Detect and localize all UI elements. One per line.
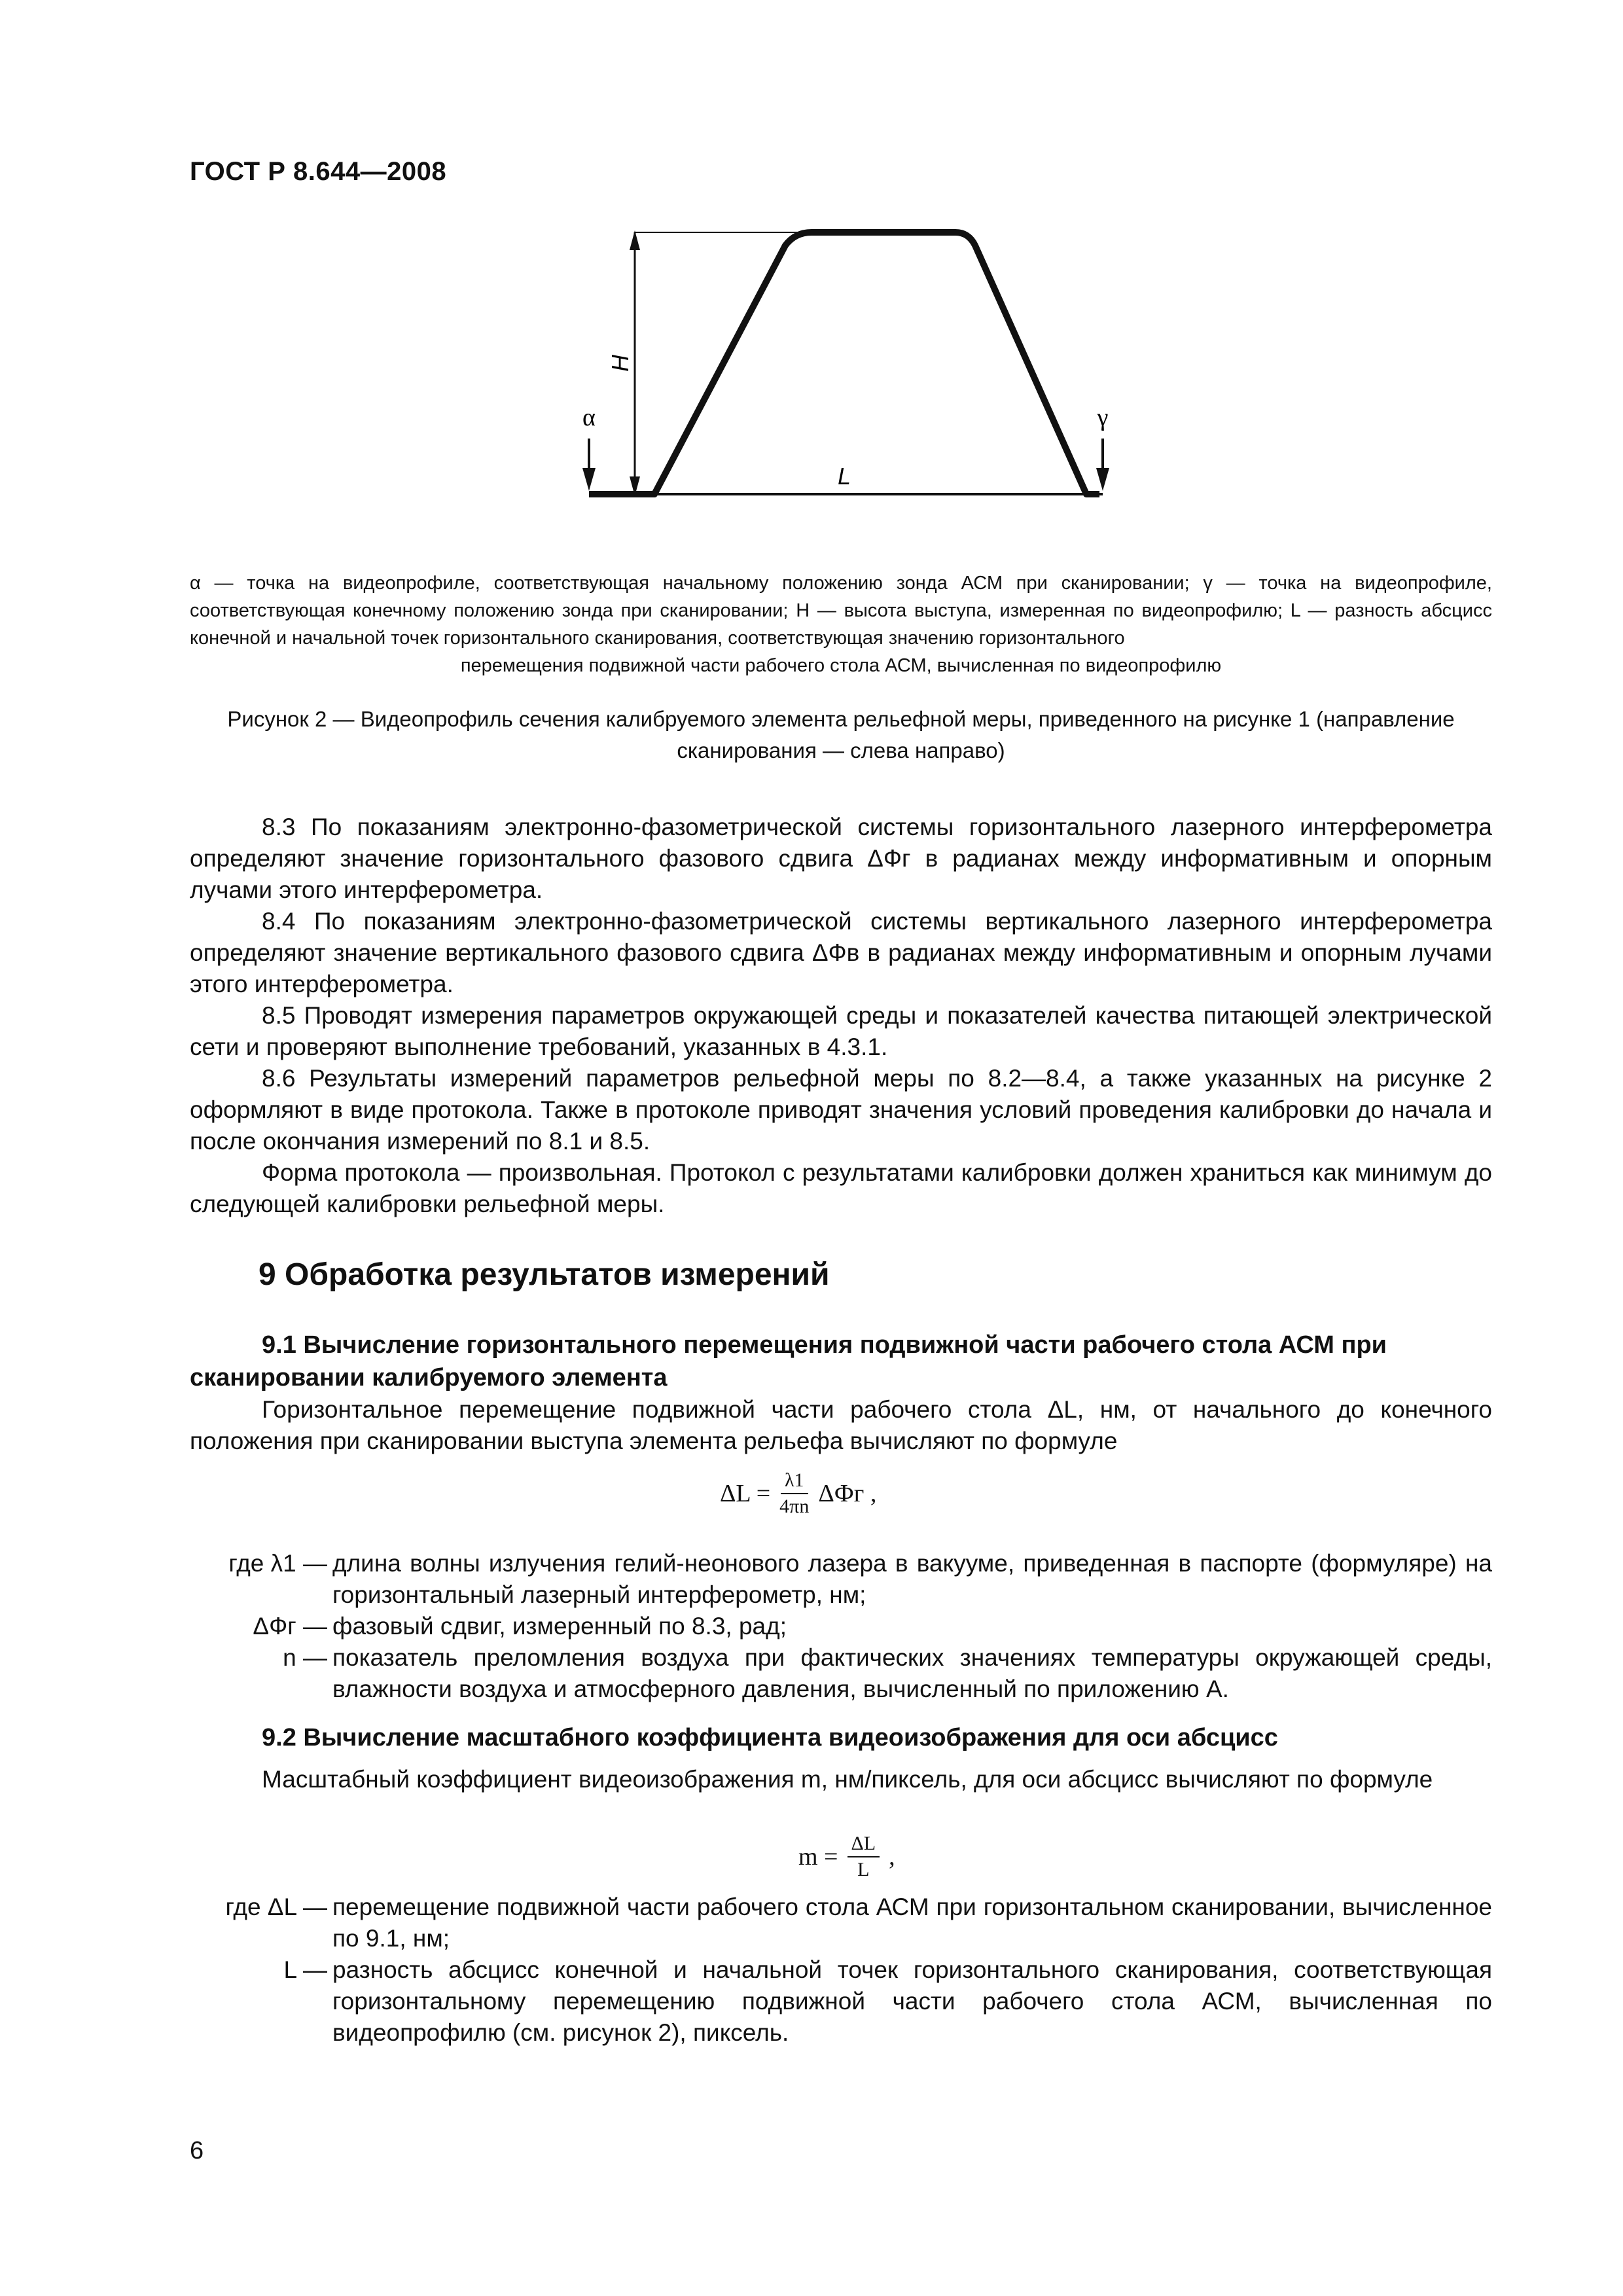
definition-row (190, 1892, 1492, 1954)
alpha-arrow-head (582, 468, 596, 491)
profile-figure (563, 216, 1152, 543)
figure-caption: Рисунок 2 — Видеопрофиль сечения калибруемого элемента рельефной меры, приведенного на рисунке 1 (направление сканирования — слева направо) (227, 707, 1455, 762)
label-alpha: α (582, 404, 596, 431)
page-number: 6 (190, 2137, 204, 2164)
definition-term: L — (283, 1956, 327, 1983)
gamma-arrow-head (1096, 468, 1109, 491)
figure-legend (190, 569, 1492, 679)
subsection-9-1-title: 9.1 Вычисление горизонтального перемещения подвижной части рабочего стола АСМ при сканировании калибруемого элемента (190, 1331, 1387, 1391)
definition-desc: длина волны излучения гелий-неонового лазера в вакууме, приведенная в паспорте (формуляре) на горизонтальный лазерный интерферометр, нм; (332, 1550, 1492, 1608)
definition-row (190, 1642, 1492, 1705)
formula2-fraction (847, 1833, 880, 1881)
formula-delta-L (720, 1469, 876, 1518)
formula1-denominator: 4πn (779, 1496, 810, 1517)
formula1-definitions (190, 1548, 1492, 1705)
definition-term: где λ1 — (228, 1550, 327, 1577)
formula1-lhs: ΔL = (720, 1480, 771, 1507)
definition-term: где ΔL — (225, 1893, 327, 1920)
section-9-title: 9 Обработка результатов измерений (259, 1257, 830, 1292)
formula2-numerator: ΔL (847, 1833, 880, 1857)
document-header: ГОСТ Р 8.644—2008 (190, 157, 447, 186)
paragraph-8-3: 8.3 По показаниям электронно-фазометрической системы горизонтального лазерного интерферометра определяют значение горизонтального фазового сдвига ΔФг в радианах между информативным и опорным лучами этого интерферометра. (190, 814, 1492, 903)
label-L: L (837, 463, 851, 490)
label-H: H (607, 355, 633, 372)
definition-row (190, 1954, 1492, 2049)
subsection-9-1-text: Горизонтальное перемещение подвижной части рабочего стола ΔL, нм, от начального до конечного положения при сканировании выступа элемента рельефа вычисляют по формуле (190, 1396, 1492, 1454)
body-paragraphs (190, 812, 1492, 1220)
definition-term: n — (283, 1644, 327, 1671)
definition-desc: фазовый сдвиг, измеренный по 8.3, рад; (332, 1613, 787, 1640)
definition-desc: перемещение подвижной части рабочего стола АСМ при горизонтальном сканировании, вычисленное по 9.1, нм; (332, 1893, 1492, 1952)
formula1-rhs: ΔФг , (818, 1480, 877, 1507)
paragraph-8-6: 8.6 Результаты измерений параметров рельефной меры по 8.2—8.4, а также указанных на рисунке 2 оформляют в виде протокола. Также в протоколе приводят значения условий проведения калибровки до начала и после окончания измерений по 8.1 и 8.5. (190, 1065, 1492, 1155)
subsection-9-2-text: Масштабный коэффициент видеоизображения m, нм/пиксель, для оси абсцисс вычисляют по формуле (262, 1766, 1433, 1793)
subsection-9-2-title: 9.2 Вычисление масштабного коэффициента видеоизображения для оси абсцисс (262, 1724, 1278, 1751)
paragraph-protocol-form: Форма протокола — произвольная. Протокол с результатами калибровки должен храниться как минимум до следующей калибровки рельефной меры. (190, 1159, 1492, 1217)
profile-line (589, 232, 1099, 494)
definition-desc: показатель преломления воздуха при фактических значениях температуры окружающей среды, влажности воздуха и атмосферного давления, вычисленный по приложению А. (332, 1644, 1492, 1702)
figure-legend-last-line: перемещения подвижной части рабочего стола АСМ, вычисленная по видеопрофилю (460, 655, 1222, 676)
label-gamma: γ (1097, 404, 1109, 431)
figure-legend-text: α — точка на видеопрофиле, соответствующая начальному положению зонда АСМ при сканировании; γ — точка на видеопрофиле, соответствующая конечному положению зонда при сканировании; H — высота выступа, измеренная по видеопрофилю; L — разность абсцисс конечной и начальной точек горизонтального сканирования, соответствующая значению горизонтального (190, 573, 1492, 649)
formula2-lhs: m = (798, 1843, 838, 1871)
paragraph-8-5: 8.5 Проводят измерения параметров окружающей среды и показателей качества питающей электрической сети и проверяют выполнение требований, указанных в 4.3.1. (190, 1002, 1492, 1060)
definition-row (190, 1611, 1492, 1642)
definition-desc: разность абсцисс конечной и начальной точек горизонтального сканирования, соответствующая горизонтальному перемещению подвижной части рабочего стола АСМ, вычисленная по видеопрофилю (см. рисунок 2), пиксель. (332, 1956, 1492, 2046)
dimension-H-arrow-top (630, 230, 640, 250)
definition-term: ΔФг — (253, 1613, 327, 1640)
formula2-denominator: L (857, 1859, 870, 1880)
formula1-numerator: λ1 (781, 1469, 808, 1494)
formula2-definitions (190, 1892, 1492, 2049)
formula2-rhs: , (889, 1843, 895, 1871)
formula-m (798, 1833, 895, 1881)
formula1-fraction (779, 1469, 809, 1518)
definition-row (190, 1548, 1492, 1611)
paragraph-8-4: 8.4 По показаниям электронно-фазометрической системы вертикального лазерного интерферометра определяют значение вертикального фазового сдвига ΔФв в радианах между информативным и опорным лучами этого интерферометра. (190, 908, 1492, 997)
